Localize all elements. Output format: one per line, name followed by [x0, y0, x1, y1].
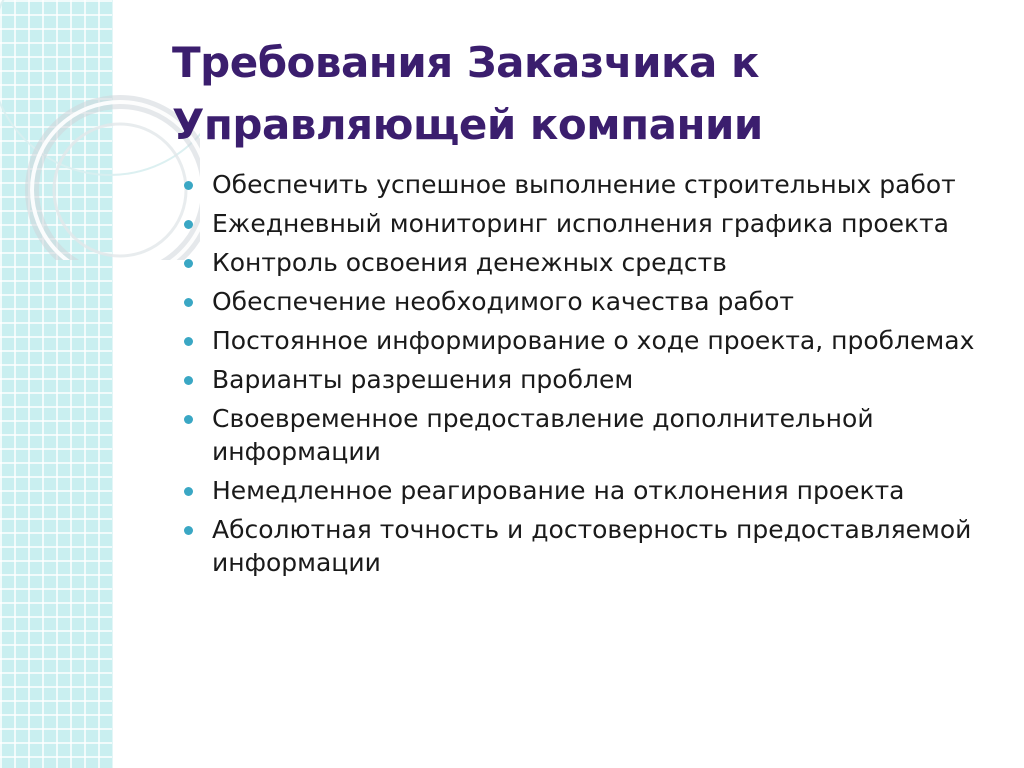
bullet-dot-icon [184, 376, 193, 385]
list-item-text: Немедленное реагирование на отклонения проекта [212, 476, 905, 505]
list-item-text: Варианты разрешения проблем [212, 365, 634, 394]
list-item [180, 246, 1000, 279]
list-item [180, 324, 1000, 357]
bullet-dot-icon [184, 220, 193, 229]
title-line: Управляющей компании [172, 100, 763, 149]
bullet-dot-icon [184, 526, 193, 535]
list-item-text: Обеспечение необходимого качества работ [212, 287, 794, 316]
circle-rings-icon [0, 0, 200, 260]
title-line: Требования Заказчика к [172, 38, 760, 87]
list-item [180, 363, 1000, 396]
list-item [180, 474, 1000, 507]
list-item [180, 285, 1000, 318]
list-item-text: Обеспечить успешное выполнение строительных работ [212, 170, 956, 199]
bullet-dot-icon [184, 298, 193, 307]
bullet-list [180, 168, 1000, 585]
list-item [180, 513, 1000, 579]
list-item-text: Контроль освоения денежных средств [212, 248, 727, 277]
list-item-text: Абсолютная точность и достоверность предоставляемой информации [212, 515, 972, 577]
list-item-text: Ежедневный мониторинг исполнения графика проекта [212, 209, 949, 238]
list-item-text: Постоянное информирование о ходе проекта, проблемах [212, 326, 975, 355]
bullet-dot-icon [184, 181, 193, 190]
list-item [180, 168, 1000, 201]
list-item [180, 207, 1000, 240]
slide-title [172, 32, 992, 156]
list-item-text: Своевременное предоставление дополнительной информации [212, 404, 874, 466]
bullet-dot-icon [184, 487, 193, 496]
bullet-dot-icon [184, 259, 193, 268]
bullet-dot-icon [184, 337, 193, 346]
bullet-dot-icon [184, 415, 193, 424]
list-item [180, 402, 1000, 468]
